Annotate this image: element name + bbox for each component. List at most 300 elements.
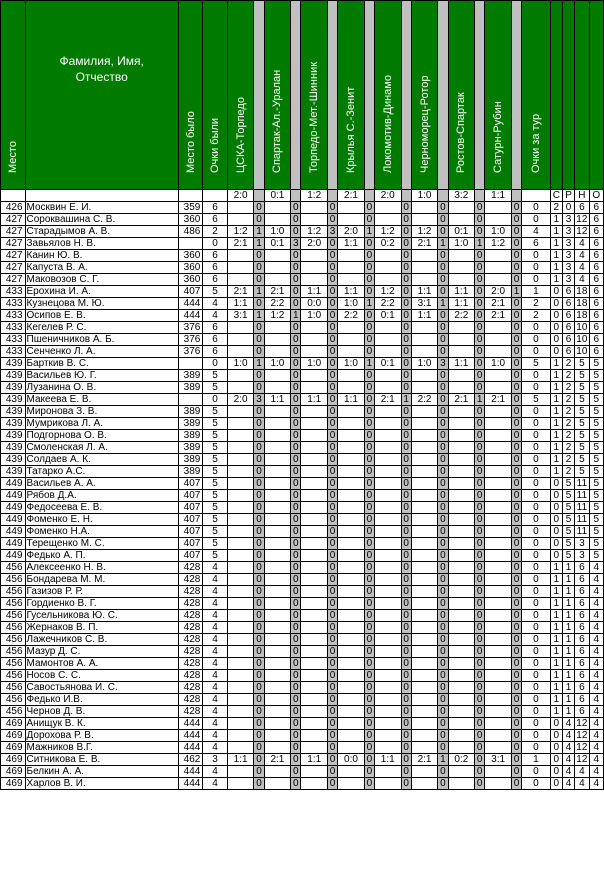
cell-match-points: 0: [475, 526, 485, 538]
cell-forecast: [301, 622, 328, 634]
cell-match-points: 0: [364, 310, 374, 322]
cell-r: 6: [562, 298, 574, 310]
cell-match-points: 0: [364, 538, 374, 550]
cell-match-points: 0: [438, 574, 448, 586]
cell-forecast: [301, 502, 328, 514]
cell-match-points: 0: [291, 430, 301, 442]
cell-match-points: 0: [475, 202, 485, 214]
cell-match-points: 0: [401, 370, 411, 382]
cell-n: 5: [575, 406, 589, 418]
cell-r: 1: [562, 598, 574, 610]
cell-match-points: 0: [327, 238, 337, 250]
cell-round-points: 1: [522, 754, 551, 766]
cell-forecast: [338, 382, 365, 394]
cell-round-points: 5: [522, 394, 551, 406]
cell-name: Канин Ю. В.: [25, 250, 178, 262]
cell-forecast: [264, 694, 291, 706]
cell-name: Васильев Ю. Г.: [25, 370, 178, 382]
cell-points-were: 4: [203, 706, 228, 718]
table-row: [1, 298, 604, 310]
cell-match-points: 0: [327, 202, 337, 214]
result-8: 1:1: [485, 190, 512, 202]
cell-place: 433: [1, 322, 26, 334]
cell-forecast: 2:1: [264, 754, 291, 766]
cell-forecast: [411, 682, 438, 694]
cell-place: 439: [1, 406, 26, 418]
cell-round-points: 2: [522, 298, 551, 310]
cell-forecast: [227, 430, 254, 442]
cell-name: Терещенко М. С.: [25, 538, 178, 550]
cell-forecast: [338, 478, 365, 490]
table-row: [1, 562, 604, 574]
cell-forecast: [301, 550, 328, 562]
cell-forecast: [448, 682, 475, 694]
cell-r: 4: [562, 742, 574, 754]
cell-forecast: [485, 766, 512, 778]
cell-o: 6: [589, 250, 604, 262]
cell-place-was: 407: [178, 490, 203, 502]
cell-match-points: 0: [327, 514, 337, 526]
cell-forecast: [227, 334, 254, 346]
cell-match-points: 0: [401, 322, 411, 334]
cell-round-points: 0: [522, 526, 551, 538]
cell-match-points: 0: [511, 430, 521, 442]
cell-points-were: 4: [203, 622, 228, 634]
cell-name: Мазур Д. С.: [25, 646, 178, 658]
cell-forecast: [485, 526, 512, 538]
cell-r: 3: [562, 262, 574, 274]
cell-match-points: 0: [475, 454, 485, 466]
cell-match-points: 0: [254, 202, 264, 214]
cell-s: 0: [550, 766, 562, 778]
cell-forecast: [374, 274, 401, 286]
cell-match-points: 0: [291, 442, 301, 454]
cell-points-were: 4: [203, 730, 228, 742]
cell-n: 10: [576, 334, 588, 345]
cell-match-points: 0: [401, 478, 411, 490]
cell-forecast: 1:2: [227, 226, 254, 238]
cell-match-points: 0: [291, 418, 301, 430]
cell-forecast: [264, 250, 291, 262]
cell-match-points: 0: [291, 322, 301, 334]
cell-match-points: 0: [401, 742, 411, 754]
cell-forecast: [374, 502, 401, 514]
cell-match-points: 0: [364, 322, 374, 334]
cell-forecast: [485, 778, 512, 790]
cell-match-points: 0: [401, 442, 411, 454]
cell-forecast: [227, 538, 254, 550]
table-row: [1, 322, 604, 334]
cell-forecast: [227, 418, 254, 430]
cell-r: 6: [562, 346, 574, 358]
cell-points-were: 6: [203, 250, 228, 262]
cell-match-points: 0: [401, 382, 411, 394]
cell-forecast: 1:2: [301, 226, 328, 238]
cell-forecast: [301, 346, 328, 358]
cell-match-points: 0: [475, 634, 485, 646]
cell-o: 4: [589, 562, 604, 574]
table-row: [1, 742, 604, 754]
cell-r: 3: [562, 274, 574, 286]
cell-o: 4: [589, 670, 604, 682]
cell-match-points: 0: [327, 442, 337, 454]
cell-forecast: [485, 370, 512, 382]
table-row: [1, 202, 604, 214]
cell-forecast: [485, 430, 512, 442]
cell-s: 1: [550, 442, 562, 454]
table-row: [1, 694, 604, 706]
cell-match-points: 0: [401, 262, 411, 274]
cell-match-points: 0: [327, 322, 337, 334]
cell-match-points: 0: [364, 634, 374, 646]
cell-forecast: 1:0: [227, 358, 254, 370]
table-row: [1, 670, 604, 682]
cell-forecast: [374, 430, 401, 442]
cell-match-points: 0: [438, 250, 448, 262]
cell-s: 1: [550, 682, 562, 694]
cell-place: 469: [1, 754, 26, 766]
cell-round-points: 0: [522, 766, 551, 778]
cell-forecast: 2:2: [448, 310, 475, 322]
cell-match-points: 0: [291, 406, 301, 418]
cell-forecast: 1:0: [338, 298, 365, 310]
cell-o: 6: [589, 226, 604, 238]
cell-forecast: [264, 418, 291, 430]
cell-forecast: [485, 694, 512, 706]
cell-r: 6: [562, 286, 574, 298]
cell-r: 1: [562, 562, 574, 574]
cell-round-points: 0: [522, 778, 551, 790]
cell-forecast: [411, 370, 438, 382]
cell-forecast: [301, 430, 328, 442]
cell-match-points: 0: [401, 622, 411, 634]
cell-r: 2: [562, 370, 574, 382]
cell-name: Кузнецова М. Ю.: [25, 298, 178, 310]
cell-o: 4: [589, 742, 604, 754]
cell-place: 439: [1, 358, 26, 370]
cell-match-points: 0: [511, 658, 521, 670]
cell-r: 2: [562, 382, 574, 394]
cell-forecast: [227, 442, 254, 454]
cell-match-points: 0: [475, 574, 485, 586]
cell-name: Капуста В. А.: [25, 262, 178, 274]
cell-o: 5: [589, 466, 604, 478]
cell-match-points: 0: [401, 634, 411, 646]
cell-match-points: 0: [364, 706, 374, 718]
cell-r: 5: [562, 538, 574, 550]
cell-o: 4: [589, 730, 604, 742]
cell-forecast: [338, 514, 365, 526]
cell-match-points: 0: [364, 562, 374, 574]
cell-n: 6: [575, 586, 589, 598]
cell-forecast: [448, 670, 475, 682]
cell-match-points: 0: [327, 262, 337, 274]
cell-match-points: 0: [364, 610, 374, 622]
cell-n: 5: [575, 370, 589, 382]
cell-n: 11: [576, 490, 588, 501]
cell-forecast: [338, 682, 365, 694]
cell-forecast: [227, 718, 254, 730]
cell-forecast: [301, 778, 328, 790]
cell-forecast: [338, 778, 365, 790]
cell-n: 5: [575, 430, 589, 442]
cell-s: 1: [550, 250, 562, 262]
cell-forecast: [485, 442, 512, 454]
cell-name: Маковозов С. Г.: [25, 274, 178, 286]
result-1: 2:0: [227, 190, 254, 202]
cell-match-points: 0: [254, 526, 264, 538]
cell-forecast: [448, 598, 475, 610]
cell-forecast: [448, 214, 475, 226]
cell-match-points: 0: [438, 706, 448, 718]
cell-match-points: 0: [327, 214, 337, 226]
cell-s: 1: [550, 646, 562, 658]
cell-forecast: [264, 466, 291, 478]
cell-match-points: 0: [327, 646, 337, 658]
cell-place: 439: [1, 382, 26, 394]
cell-forecast: [448, 550, 475, 562]
cell-match-points: 0: [291, 262, 301, 274]
cell-points-were: 5: [203, 286, 228, 298]
cell-place: 469: [1, 766, 26, 778]
cell-points-were: 6: [203, 334, 228, 346]
cell-match-points: 0: [254, 466, 264, 478]
table-row: [1, 358, 604, 370]
header-place: Место: [1, 1, 26, 190]
cell-match-points: 0: [291, 550, 301, 562]
cell-forecast: 2:1: [485, 310, 512, 322]
table-row: [1, 274, 604, 286]
cell-place-was: 428: [178, 574, 203, 586]
cell-match-points: 0: [401, 274, 411, 286]
cell-points-were: 5: [203, 382, 228, 394]
cell-forecast: [411, 250, 438, 262]
cell-match-points: 0: [291, 202, 301, 214]
cell-forecast: 1:0: [411, 358, 438, 370]
cell-place: 433: [1, 298, 26, 310]
cell-forecast: 2:2: [374, 298, 401, 310]
cell-forecast: [411, 346, 438, 358]
cell-s: 1: [550, 406, 562, 418]
cell-match-points: 0: [511, 490, 521, 502]
cell-match-points: 0: [327, 358, 337, 370]
cell-match-points: 0: [254, 706, 264, 718]
cell-match-points: 0: [401, 226, 411, 238]
cell-forecast: [374, 214, 401, 226]
cell-forecast: [227, 466, 254, 478]
cell-forecast: [301, 562, 328, 574]
cell-forecast: [264, 778, 291, 790]
table-row: [1, 502, 604, 514]
cell-match-points: 0: [327, 490, 337, 502]
cell-forecast: [411, 694, 438, 706]
table-row: [1, 430, 604, 442]
cell-forecast: [411, 778, 438, 790]
cell-o: 6: [589, 298, 604, 310]
cell-place: 449: [1, 502, 26, 514]
cell-forecast: [448, 586, 475, 598]
cell-match-points: 0: [254, 442, 264, 454]
cell-match-points: 0: [327, 286, 337, 298]
cell-match-points: 0: [438, 526, 448, 538]
cell-o: 5: [589, 358, 604, 370]
cell-place: 427: [1, 238, 26, 250]
cell-n: 4: [575, 238, 589, 250]
cell-forecast: [485, 274, 512, 286]
cell-n: 4: [575, 778, 589, 790]
cell-forecast: [485, 562, 512, 574]
cell-round-points: 0: [522, 514, 551, 526]
cell-match-points: 0: [401, 430, 411, 442]
cell-match-points: 0: [254, 502, 264, 514]
cell-name: Барткив В. С.: [25, 358, 178, 370]
cell-forecast: [338, 742, 365, 754]
cell-match-points: 0: [511, 262, 521, 274]
cell-n: 12: [576, 214, 588, 225]
cell-round-points: 0: [522, 622, 551, 634]
cell-n: 12: [576, 226, 588, 237]
table-row: [1, 706, 604, 718]
cell-place: 449: [1, 526, 26, 538]
cell-match-points: 0: [327, 418, 337, 430]
cell-match-points: 0: [364, 658, 374, 670]
cell-match-points: 1: [364, 298, 374, 310]
cell-o: 5: [589, 538, 604, 550]
cell-match-points: 1: [475, 238, 485, 250]
cell-r: 1: [562, 682, 574, 694]
cell-name: Рябов Д.А.: [25, 490, 178, 502]
cell-round-points: 0: [522, 574, 551, 586]
cell-match-points: 0: [475, 682, 485, 694]
cell-points-were: 4: [203, 682, 228, 694]
cell-match-points: 0: [511, 742, 521, 754]
cell-o: 4: [589, 754, 604, 766]
cell-match-points: 0: [254, 322, 264, 334]
cell-forecast: [264, 622, 291, 634]
cell-match-points: 0: [511, 502, 521, 514]
cell-match-points: 0: [254, 406, 264, 418]
cell-match-points: 0: [364, 274, 374, 286]
cell-forecast: 3:1: [227, 310, 254, 322]
cell-s: 1: [550, 262, 562, 274]
cell-match-points: 0: [401, 286, 411, 298]
cell-match-points: 0: [401, 526, 411, 538]
cell-points-were: 5: [203, 514, 228, 526]
cell-match-points: 0: [364, 742, 374, 754]
cell-match-points: 0: [401, 670, 411, 682]
cell-forecast: [374, 622, 401, 634]
cell-forecast: [338, 442, 365, 454]
cell-match-points: 0: [291, 682, 301, 694]
cell-match-points: 0: [511, 598, 521, 610]
cell-match-points: 0: [364, 466, 374, 478]
cell-points-were: 4: [203, 562, 228, 574]
cell-forecast: [264, 646, 291, 658]
cell-forecast: [227, 586, 254, 598]
cell-match-points: 0: [327, 706, 337, 718]
cell-o: 4: [589, 598, 604, 610]
cell-match-points: 0: [401, 778, 411, 790]
cell-r: 4: [562, 754, 574, 766]
cell-place-was: 360: [178, 274, 203, 286]
cell-match-points: 0: [401, 406, 411, 418]
cell-forecast: [301, 418, 328, 430]
cell-forecast: [448, 418, 475, 430]
cell-o: 5: [589, 550, 604, 562]
cell-forecast: 1:0: [485, 358, 512, 370]
cell-place: 439: [1, 466, 26, 478]
cell-forecast: [374, 526, 401, 538]
table-row: [1, 754, 604, 766]
cell-forecast: [227, 778, 254, 790]
cell-n: 4: [575, 262, 589, 274]
cell-match-points: 0: [511, 622, 521, 634]
cell-forecast: [411, 478, 438, 490]
cell-forecast: 1:2: [374, 226, 401, 238]
cell-forecast: [264, 382, 291, 394]
cell-s: 0: [550, 298, 562, 310]
cell-place: 433: [1, 286, 26, 298]
cell-match-points: 0: [364, 454, 374, 466]
cell-match-points: 3: [291, 238, 301, 250]
cell-match-points: 0: [401, 694, 411, 706]
cell-match-points: 0: [438, 418, 448, 430]
cell-forecast: [227, 322, 254, 334]
cell-name: Федько И.В.: [25, 694, 178, 706]
cell-match-points: 0: [401, 658, 411, 670]
cell-forecast: [411, 490, 438, 502]
cell-r: 3: [562, 238, 574, 250]
cell-place-was: 444: [178, 742, 203, 754]
cell-forecast: [301, 646, 328, 658]
cell-n: 6: [575, 574, 589, 586]
cell-forecast: 0:0: [338, 754, 365, 766]
cell-round-points: 0: [522, 634, 551, 646]
cell-s: 0: [550, 334, 562, 346]
cell-match-points: 0: [364, 598, 374, 610]
cell-place: 456: [1, 562, 26, 574]
cell-match-points: 1: [364, 358, 374, 370]
cell-round-points: 0: [522, 466, 551, 478]
cell-forecast: [338, 274, 365, 286]
cell-round-points: 0: [522, 670, 551, 682]
cell-s: 1: [550, 358, 562, 370]
cell-r: 4: [562, 730, 574, 742]
cell-match-points: 0: [291, 718, 301, 730]
cell-name: Федько А. П.: [25, 550, 178, 562]
cell-forecast: [448, 778, 475, 790]
table-row: [1, 406, 604, 418]
cell-match-points: 0: [511, 322, 521, 334]
table-row: [1, 730, 604, 742]
table-row: [1, 586, 604, 598]
cell-forecast: [227, 382, 254, 394]
cell-match-points: 0: [327, 754, 337, 766]
cell-points-were: 4: [203, 646, 228, 658]
cell-forecast: [411, 334, 438, 346]
cell-forecast: [411, 202, 438, 214]
cell-forecast: [485, 598, 512, 610]
cell-n: 3: [575, 550, 589, 562]
header-points-were: Очки были: [203, 1, 228, 190]
cell-match-points: 0: [291, 346, 301, 358]
cell-match-points: 0: [364, 574, 374, 586]
cell-forecast: [301, 202, 328, 214]
cell-place: 449: [1, 478, 26, 490]
cell-forecast: [338, 262, 365, 274]
cell-points-were: 5: [203, 370, 228, 382]
cell-match-points: 0: [364, 682, 374, 694]
